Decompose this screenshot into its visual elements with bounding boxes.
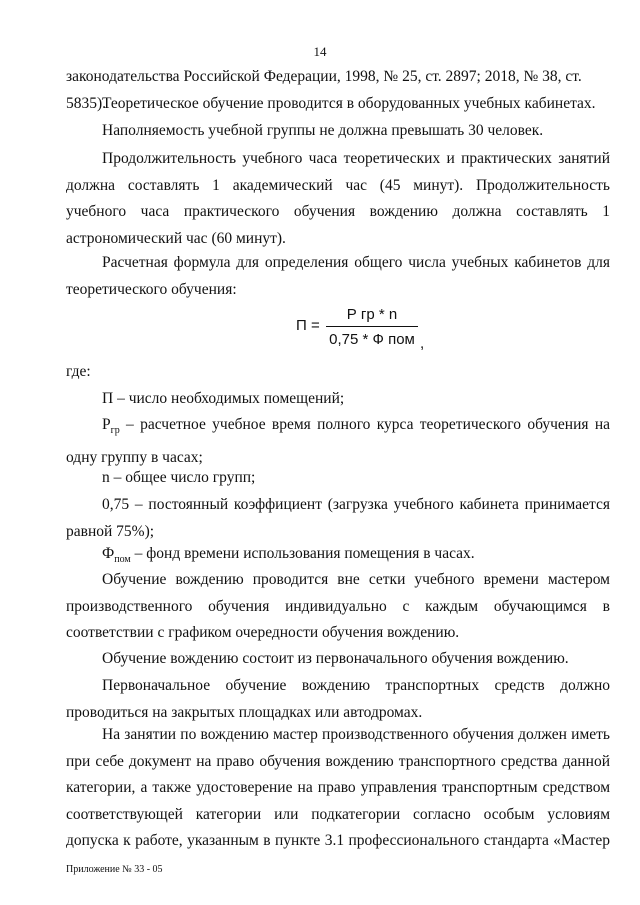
paragraph-driving-schedule: Обучение вождению проводится вне сетки учебного времени мастером производственного обучения индивидуально с каждым обучающимся в соответствии с графиком очередности обучения вождению. bbox=[66, 571, 610, 642]
paragraph-formula-intro: Расчетная формула для определения общего числа учебных кабинетов для теоретического обучения: bbox=[66, 254, 610, 298]
fpom-subscript: пом bbox=[114, 554, 131, 566]
paragraph-law-reference: законодательства Российской Федерации, 1998, № 25, ст. 2897; 2018, № 38, ст. 5835). bbox=[66, 68, 582, 112]
definition-p: П – число необходимых помещений; bbox=[102, 390, 345, 407]
formula-denominator: 0,75 * Ф пом bbox=[329, 331, 415, 348]
paragraph-closed-areas: Первоначальное обучение вождению транспортных средств должно проводиться на закрытых площадках или автодромах. bbox=[66, 677, 610, 721]
footer-appendix: Приложение № 33 - 05 bbox=[66, 864, 163, 875]
pgr-symbol: Р bbox=[102, 416, 111, 433]
definition-pgr bbox=[66, 412, 610, 471]
formula-comma: , bbox=[420, 335, 425, 352]
definition-coef: 0,75 – постоянный коэффициент (загрузка учебного кабинета принимается равной 75%); bbox=[66, 496, 610, 540]
formula-lhs: П = bbox=[296, 317, 320, 334]
paragraph-driving-initial: Обучение вождению состоит из первоначального обучения вождению. bbox=[102, 650, 569, 667]
definitions-where: где: bbox=[66, 363, 91, 380]
fraction-bar bbox=[326, 326, 418, 327]
paragraph-instructor-documents: На занятии по вождению мастер производственного обучения должен иметь при себе документ на право обучения вождению транспортного средства данной категории, а также удостоверение на право управления транспортным средством соответствующей категории или подкатегории согласно особым условиям допуска к работе, указанным в пункте 3.1 профессионального стандарта «Мастер bbox=[66, 726, 610, 850]
formula-fraction bbox=[326, 305, 418, 350]
paragraph-group-size: Наполняемость учебной группы не должна превышать 30 человек. bbox=[102, 122, 544, 139]
fpom-text: – фонд времени использования помещения в часах. bbox=[130, 545, 475, 562]
definition-n: n – общее число групп; bbox=[102, 469, 256, 486]
formula-numerator: Р гр * n bbox=[346, 306, 398, 323]
paragraph-hour-duration: Продолжительность учебного часа теоретических и практических занятий должна составлять 1 академический час (45 минут). Продолжительность учебного часа практического обучения вождению должна составлять 1 астрономический час (60 минут). bbox=[66, 150, 610, 247]
page-number: 14 bbox=[313, 44, 327, 59]
paragraph-theory-rooms: Теоретическое обучение проводится в оборудованных учебных кабинетах. bbox=[102, 95, 596, 112]
pgr-text: – расчетное учебное время полного курса теоретического обучения на одну группу в часах; bbox=[66, 416, 610, 466]
pgr-subscript: гр bbox=[110, 425, 120, 437]
fpom-symbol: Ф bbox=[102, 545, 115, 562]
